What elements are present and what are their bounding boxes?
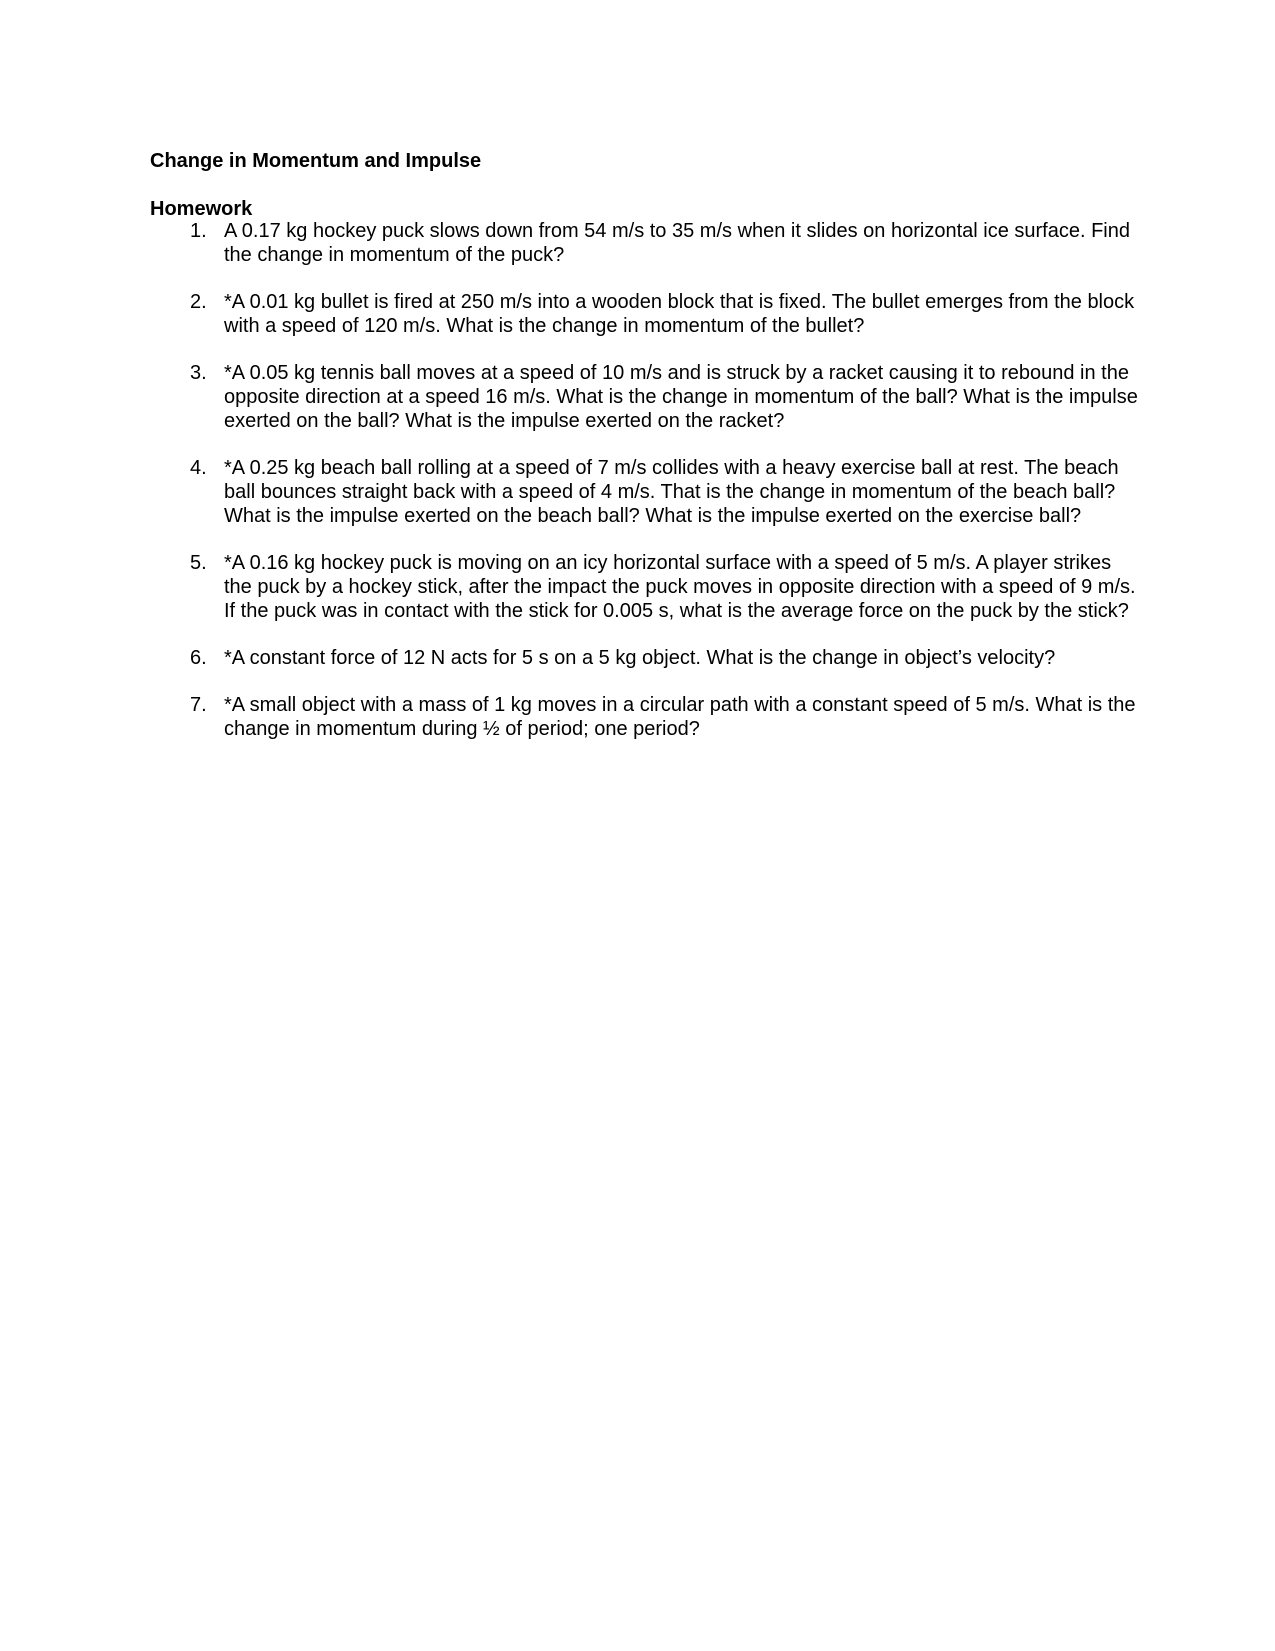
question-item-3 (150, 361, 1140, 433)
question-number: 1. (190, 220, 207, 242)
question-number: 2. (190, 291, 207, 313)
question-number: 7. (190, 694, 207, 716)
question-item-6 (150, 646, 1140, 670)
section-heading-homework: Homework (150, 198, 253, 220)
question-text: *A 0.05 kg tennis ball moves at a speed of 10 m/s and is struck by a racket causing it to rebound in the opposite direction at a speed 16 m/s. What is the change in momentum of the ball? What is the impulse exerted on the ball? What is the impulse exerted on the racket? (224, 362, 1138, 432)
question-number: 6. (190, 647, 207, 669)
question-item-2 (150, 290, 1140, 338)
question-item-1 (150, 219, 1140, 267)
question-text: *A small object with a mass of 1 kg moves in a circular path with a constant speed of 5 m/s. What is the change in momentum during ½ of period; one period? (224, 694, 1136, 740)
question-text: *A constant force of 12 N acts for 5 s on a 5 kg object. What is the change in object’s velocity? (224, 647, 1056, 669)
page-title: Change in Momentum and Impulse (150, 150, 482, 172)
question-number: 3. (190, 362, 207, 384)
question-item-7 (150, 693, 1140, 741)
question-list (150, 219, 1140, 764)
question-text: *A 0.01 kg bullet is fired at 250 m/s into a wooden block that is fixed. The bullet emerges from the block with a speed of 120 m/s. What is the change in momentum of the bullet? (224, 291, 1135, 337)
question-number: 5. (190, 552, 207, 574)
question-text: *A 0.16 kg hockey puck is moving on an icy horizontal surface with a speed of 5 m/s. A player strikes the puck by a hockey stick, after the impact the puck moves in opposite direction with a speed of 9 m/s. If the puck was in contact with the stick for 0.005 s, what is the average force on the puck by the stick? (224, 552, 1136, 622)
question-item-4 (150, 456, 1140, 528)
question-text: A 0.17 kg hockey puck slows down from 54 m/s to 35 m/s when it slides on horizontal ice surface. Find the change in momentum of the puck? (224, 220, 1130, 266)
question-item-5 (150, 551, 1140, 623)
question-number: 4. (190, 457, 207, 479)
question-text: *A 0.25 kg beach ball rolling at a speed of 7 m/s collides with a heavy exercise ball at rest. The beach ball bounces straight back with a speed of 4 m/s. That is the change in momentum of the beach ball? What is the impulse exerted on the beach ball? What is the impulse exerted on the exercise ball? (224, 457, 1119, 527)
